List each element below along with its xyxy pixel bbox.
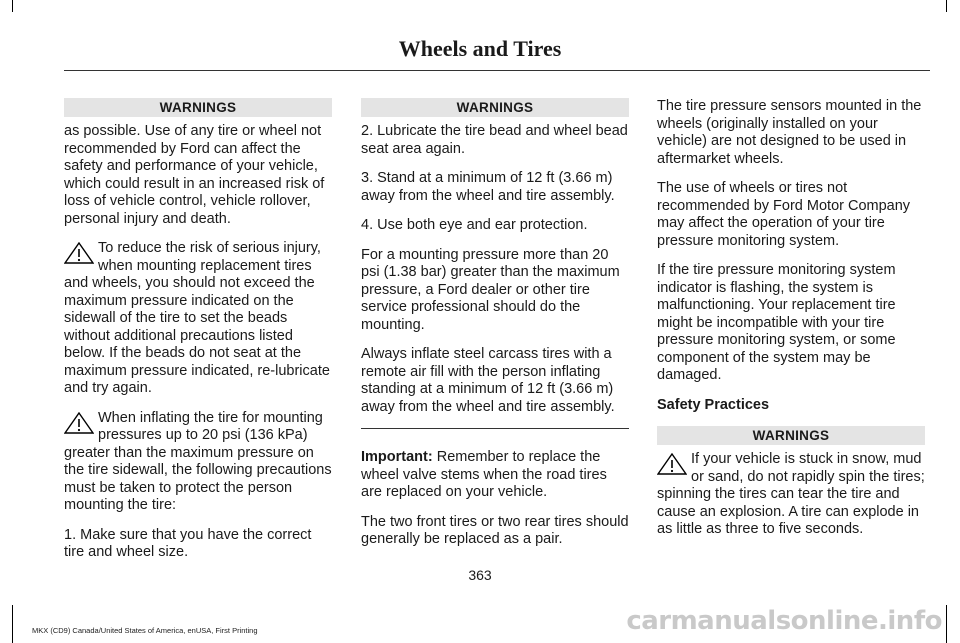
paragraph: The tire pressure sensors mounted in the wheels (originally installed on your vehicle) are not designed to be used in aftermarket wheels. (657, 98, 922, 167)
step-item: 3. Stand at a minimum of 12 ft (3.66 m) away from the wheel and tire assembly. (361, 170, 615, 204)
printing-footer: MKX (CD9) Canada/United States of America, enUSA, First Printing (32, 626, 258, 635)
warning-text: When inflating the tire for mounting pressures up to 20 psi (136 kPa) greater than the maximum pressure on the tire sidewall, the following precautions must be taken to protect the person mounting the tire: (64, 409, 332, 513)
important-text: Remember to replace the wheel valve stems when the road tires are replaced on your vehicle. (361, 449, 607, 500)
crop-mark-top-right (946, 0, 947, 12)
column-left (64, 98, 332, 574)
section-heading: Safety Practices (657, 396, 770, 413)
step-item: 2. Lubricate the tire bead and wheel bead seat area again. (361, 123, 628, 157)
paragraph: If the tire pressure monitoring system indicator is flashing, the system is malfunctioning. Your replacement tire might be incompatible with your tire pressure monitoring system, or some component of the system may be damaged. (657, 262, 896, 383)
important-label: Important: (361, 449, 433, 465)
warnings-banner: WARNINGS (657, 426, 925, 445)
page-title: Wheels and Tires (398, 36, 562, 61)
crop-mark-bottom-left (12, 605, 13, 643)
step-item: 1. Make sure that you have the correct tire and wheel size. (64, 526, 312, 560)
section-divider (361, 428, 629, 429)
important-note (361, 449, 629, 502)
crop-mark-bottom-right (946, 605, 947, 643)
warning-text: To reduce the risk of serious injury, when mounting replacement tires and wheels, you should not exceed the maximum pressure indicated on the sidewall of the tire to set the beads without additional precautions listed below. If the beads do not seat at the maximum pressure indicated, re-lubricate and try again. (64, 240, 330, 396)
paragraph: The two front tires or two rear tires should generally be replaced as a pair. (361, 513, 629, 547)
column-right (657, 98, 925, 551)
step-item: 4. Use both eye and ear protection. (361, 217, 588, 233)
column-middle (361, 98, 629, 561)
warning-text: If your vehicle is stuck in snow, mud or sand, do not rapidly spin the tires; spinning the tires can tear the tire and cause an explosion. A tire can explode in as little as three to five seconds. (657, 451, 925, 537)
warning-item (64, 410, 332, 515)
crop-mark-top-left (12, 0, 13, 12)
paragraph: The use of wheels or tires not recommended by Ford Motor Company may affect the operation of your tire pressure monitoring system. (657, 180, 911, 249)
warning-item (64, 240, 332, 398)
paragraph: Always inflate steel carcass tires with a remote air fill with the person inflating standing at a minimum of 12 ft (3.66 m) away from the wheel and tire assembly. (361, 346, 615, 415)
warning-triangle-icon (64, 242, 94, 264)
header-rule (64, 70, 930, 71)
warning-triangle-icon (657, 453, 687, 475)
watermark: carmanualsonline.info (626, 606, 942, 636)
warnings-banner: WARNINGS (64, 98, 332, 117)
paragraph: as possible. Use of any tire or wheel not recommended by Ford can affect the safety and performance of your vehicle, which could result in an increased risk of loss of vehicle control, vehicle rollover, personal injury and death. (64, 123, 325, 227)
warnings-banner: WARNINGS (361, 98, 629, 117)
paragraph: For a mounting pressure more than 20 psi (1.38 bar) greater than the maximum pressure, a Ford dealer or other tire service professional should do the mounting. (361, 246, 620, 333)
page-number: 363 (468, 567, 492, 583)
warning-triangle-icon (64, 412, 94, 434)
warning-item (657, 451, 925, 539)
